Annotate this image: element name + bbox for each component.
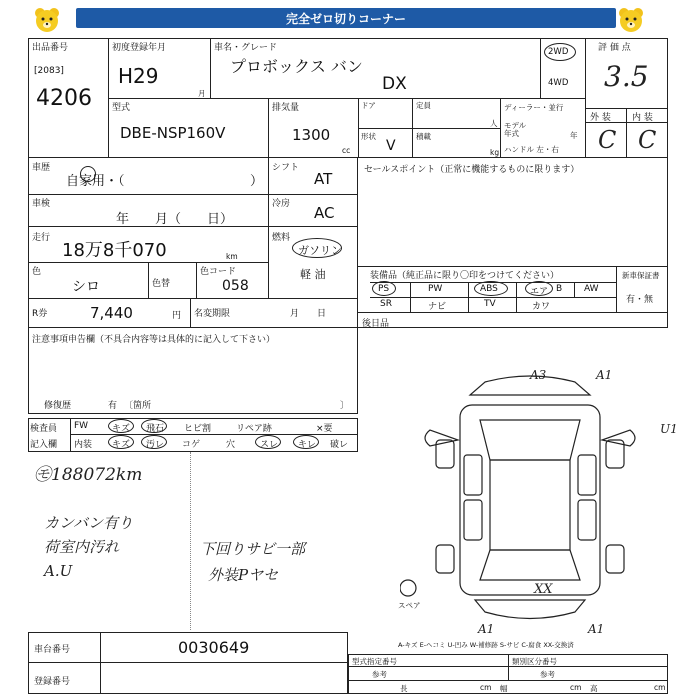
height-label: 高 bbox=[590, 684, 598, 693]
bear-mascot-left-icon bbox=[32, 5, 62, 35]
chassis-number: 0030649 bbox=[178, 638, 250, 657]
color-code: 058 bbox=[222, 278, 249, 294]
shift-label: シフト bbox=[272, 163, 300, 173]
damage-legend: A-キズ E-ヘコミ U-凹み W-補修跡 S-サビ C-腐食 XX-交換済 bbox=[398, 641, 574, 649]
equip-leather: カワ bbox=[532, 302, 551, 312]
fuel-value: ガソリン bbox=[298, 244, 342, 257]
check-scratch: キズ bbox=[112, 424, 130, 434]
equip-ps: PS bbox=[378, 284, 390, 294]
car-name-label: 車名・グレード bbox=[214, 43, 278, 53]
equip-navi: ナビ bbox=[428, 302, 447, 312]
check-int-scratch-circle bbox=[108, 435, 134, 449]
length-label: 長 bbox=[400, 684, 408, 693]
color-label: 色 bbox=[32, 267, 42, 277]
repair-close: 〕 bbox=[340, 401, 350, 411]
auction-code: [2083] bbox=[34, 66, 64, 76]
length-cm: cm bbox=[480, 683, 492, 692]
shape-label: 形状 bbox=[361, 132, 376, 141]
load-label: 積載 bbox=[416, 132, 431, 141]
diag-xx: XX bbox=[534, 582, 553, 597]
fuel-alt: 軽 油 bbox=[300, 268, 326, 281]
ext-grade: C bbox=[598, 126, 617, 154]
check-stone-circle bbox=[141, 419, 167, 433]
name-change-value: 月 日 bbox=[290, 309, 327, 319]
history-close: ） bbox=[250, 174, 264, 189]
equip-pw: PW bbox=[428, 284, 443, 294]
diag-u1: U1 bbox=[660, 422, 678, 436]
equip-aircon: エア bbox=[530, 287, 549, 297]
yen-unit: 円 bbox=[172, 311, 182, 321]
check-int-scratch: キズ bbox=[112, 440, 130, 450]
sales-point-label: セールスポイント（正常に機能するものに限ります） bbox=[364, 165, 580, 175]
color-code-label: 色コード bbox=[200, 267, 237, 277]
eval-label: 評 価 点 bbox=[598, 43, 631, 53]
equip-aircon-circle bbox=[525, 281, 553, 296]
equip-abs: ABS bbox=[480, 284, 498, 294]
displacement: 1300 bbox=[292, 126, 331, 144]
check-int-rub: スレ bbox=[260, 440, 279, 450]
check-int-rub-circle bbox=[255, 435, 281, 449]
repair-value: 有 bbox=[108, 401, 118, 411]
check-interior: 内装 bbox=[74, 440, 93, 450]
model-year-label: モデル 年式 bbox=[504, 121, 527, 138]
recycle-value: 7,440 bbox=[90, 304, 133, 322]
reg-era: H29 bbox=[118, 64, 159, 88]
check-crack: ヒビ割 bbox=[184, 424, 212, 434]
kg-unit: kg bbox=[490, 148, 500, 157]
inspection-value: 年 月（ 日） bbox=[116, 212, 234, 227]
lot-label: 出品番号 bbox=[32, 43, 69, 53]
ac-label: 冷房 bbox=[272, 199, 291, 209]
int-label: 内 装 bbox=[632, 113, 653, 123]
check-int-hole: 穴 bbox=[226, 440, 236, 450]
check-int-burn: コゲ bbox=[182, 440, 201, 450]
height-cm: cm bbox=[654, 683, 666, 692]
inspector-label: 検査員 bbox=[30, 424, 58, 434]
hw-note5: 外装Pヤセ bbox=[208, 566, 279, 584]
check-int-dirt-circle bbox=[141, 435, 167, 449]
ref-label-left: 参考 bbox=[372, 670, 387, 679]
mileage-value: 18万8千070 bbox=[62, 240, 167, 261]
lot-number: 4206 bbox=[36, 86, 92, 111]
hw-odometer: ㋲188072km bbox=[34, 465, 143, 485]
car-name: プロボックス バン bbox=[230, 57, 363, 76]
equip-sr: SR bbox=[380, 299, 392, 309]
check-stone: 飛石 bbox=[146, 424, 165, 434]
check-int-dirt: 汚レ bbox=[146, 440, 165, 450]
int-grade: C bbox=[638, 126, 657, 154]
equip-aw: AW bbox=[584, 284, 599, 294]
dealer-label: ディーラー・並行 bbox=[504, 103, 564, 112]
person-unit: 人 bbox=[490, 119, 498, 128]
shape-value: V bbox=[386, 138, 396, 154]
repair-place: 〔箇所 bbox=[124, 401, 152, 411]
notes-dotted-area bbox=[190, 452, 191, 630]
entry-label: 記入欄 bbox=[30, 440, 58, 450]
model-label: 型式 bbox=[112, 103, 131, 113]
hw-note2: 荷室内汚れ bbox=[44, 538, 120, 556]
width-label: 幅 bbox=[500, 684, 508, 693]
equip-tv: TV bbox=[484, 299, 496, 309]
chassis-label: 車台番号 bbox=[34, 645, 71, 655]
warranty-label: 新車保証書 bbox=[622, 271, 660, 280]
reg-label: 初度登録年月 bbox=[112, 43, 167, 53]
reg-month-unit: 月 bbox=[198, 89, 206, 98]
history-label: 車歴 bbox=[32, 163, 51, 173]
ac-value: AC bbox=[314, 204, 335, 222]
hw-note4: 下回りサビ一部 bbox=[200, 540, 306, 558]
equipment-label: 装備品（純正品に限り〇印をつけてください） bbox=[370, 271, 560, 281]
handle-label: ハンドル 左・右 bbox=[504, 145, 559, 154]
sales-block bbox=[358, 158, 668, 328]
car-diagram bbox=[400, 360, 670, 640]
drive-4wd: 4WD bbox=[548, 78, 569, 88]
rear-seat-label: 後日品 bbox=[362, 319, 390, 329]
header-title: 完全ゼロ切りコーナー bbox=[285, 12, 406, 26]
check-int-cut: キレ bbox=[298, 440, 316, 450]
type-designation-label: 型式指定番号 bbox=[352, 657, 397, 666]
notes-label: 注意事項申告欄（不具合内容等は具体的に記入して下さい） bbox=[32, 335, 276, 345]
mileage-label: 走行 bbox=[32, 233, 51, 243]
door-label: ドア bbox=[361, 101, 376, 110]
year-unit: 年 bbox=[570, 131, 578, 140]
equip-abs-circle bbox=[474, 281, 508, 296]
hw-note1: カンバン有り bbox=[44, 514, 133, 532]
km-unit: km bbox=[226, 252, 238, 261]
category-label: 類別区分番号 bbox=[512, 657, 557, 666]
diag-a1-left: A1 bbox=[478, 622, 495, 636]
spare-label: スペア bbox=[398, 601, 421, 610]
repair-label: 修復歴 bbox=[44, 401, 72, 411]
history-value: 自家用・（ bbox=[66, 174, 125, 189]
ref-label-right: 参考 bbox=[540, 670, 555, 679]
check-required: ×要 bbox=[316, 424, 333, 434]
bear-mascot-right-icon bbox=[616, 5, 646, 35]
displacement-label: 排気量 bbox=[272, 103, 300, 113]
width-cm: cm bbox=[570, 683, 582, 692]
equip-b: B bbox=[556, 284, 563, 294]
check-repair: リペア跡 bbox=[236, 424, 272, 434]
cc-unit: cc bbox=[342, 146, 351, 155]
check-int-cut-circle bbox=[293, 435, 319, 449]
fuel-label: 燃料 bbox=[272, 233, 291, 243]
inspection-label: 車検 bbox=[32, 199, 51, 209]
drive-2wd: 2WD bbox=[548, 47, 569, 57]
diag-a3: A3 bbox=[530, 368, 547, 382]
color-value: シロ bbox=[72, 279, 100, 295]
equip-ps-circle bbox=[372, 281, 396, 296]
model-code: DBE-NSP160V bbox=[120, 124, 226, 142]
hw-note3: A.U bbox=[44, 562, 73, 580]
name-change-label: 名変期限 bbox=[194, 309, 231, 319]
eval-score: 3.5 bbox=[604, 60, 649, 93]
check-fw: FW bbox=[74, 421, 89, 431]
color-change-label: 色替 bbox=[152, 279, 171, 289]
warranty-value: 有・無 bbox=[626, 295, 654, 305]
recycle-label: R券 bbox=[32, 309, 48, 319]
car-grade: DX bbox=[382, 74, 407, 94]
diag-a1-right: A1 bbox=[588, 622, 605, 636]
check-scratch-circle bbox=[108, 419, 134, 433]
registration-label: 登録番号 bbox=[34, 677, 71, 687]
capacity-label: 定員 bbox=[416, 101, 431, 110]
ext-label: 外 装 bbox=[590, 113, 611, 123]
check-int-tear: 破レ bbox=[330, 440, 349, 450]
diag-a1-top: A1 bbox=[596, 368, 613, 382]
shift-value: AT bbox=[314, 170, 333, 188]
